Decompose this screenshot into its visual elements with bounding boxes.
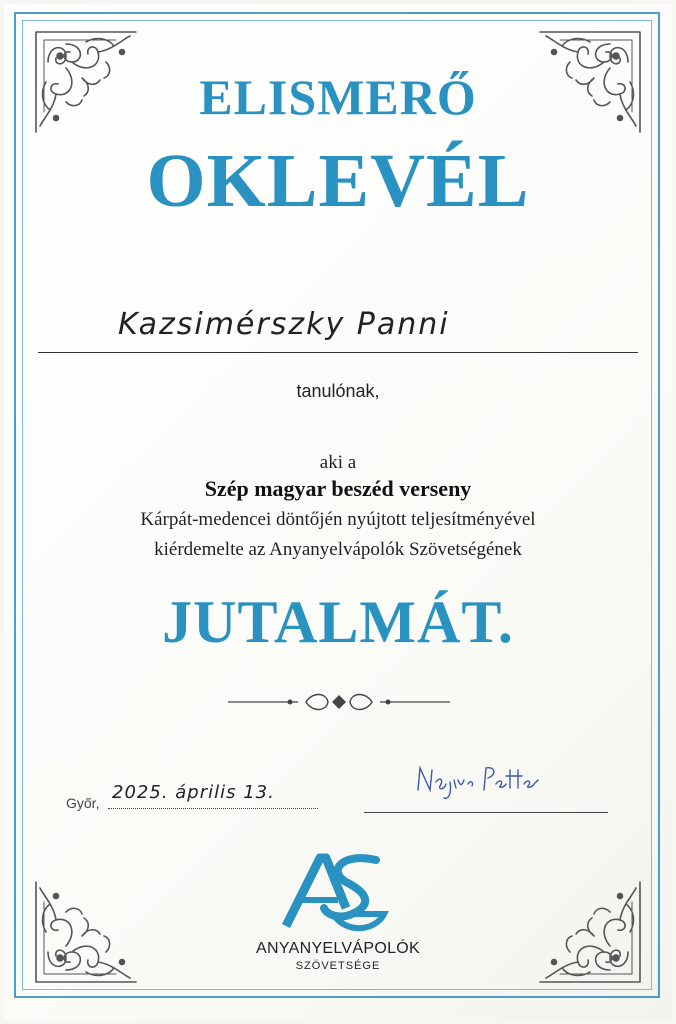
recipient-name: Kazsimérszky Panni: [118, 307, 450, 342]
name-underline: [38, 352, 638, 353]
signature: [414, 760, 544, 804]
ornamental-divider: [228, 690, 450, 714]
recipient-suffix: tanulónak,: [296, 381, 380, 401]
reward-text: JUTALMÁT.: [162, 589, 514, 655]
corner-ornament-bottom-right: [530, 872, 650, 992]
certificate-title-line2: OKLEVÉL: [146, 139, 530, 223]
date-underline: [108, 808, 318, 809]
description-line1: Kárpát-medencei döntőjén nyújtott teljesítményével: [140, 509, 536, 530]
description-line2: kiérdemelte az Anyanyelvápolók Szövetségének: [154, 539, 522, 560]
signature-line: [364, 812, 608, 813]
organization-subname: SZÖVETSÉGE: [295, 960, 381, 972]
organization-name: ANYANYELVÁPOLÓK: [256, 940, 420, 957]
date-handwritten: 2025. április 13.: [112, 782, 275, 803]
corner-ornament-bottom-left: [26, 872, 146, 992]
place-label: Győr,: [66, 795, 100, 811]
asz-logo-icon: [280, 848, 390, 938]
contest-name: Szép magyar beszéd verseny: [204, 476, 472, 501]
certificate-title-line1: ELISMERŐ: [199, 69, 477, 125]
intro-text: aki a: [319, 452, 357, 473]
